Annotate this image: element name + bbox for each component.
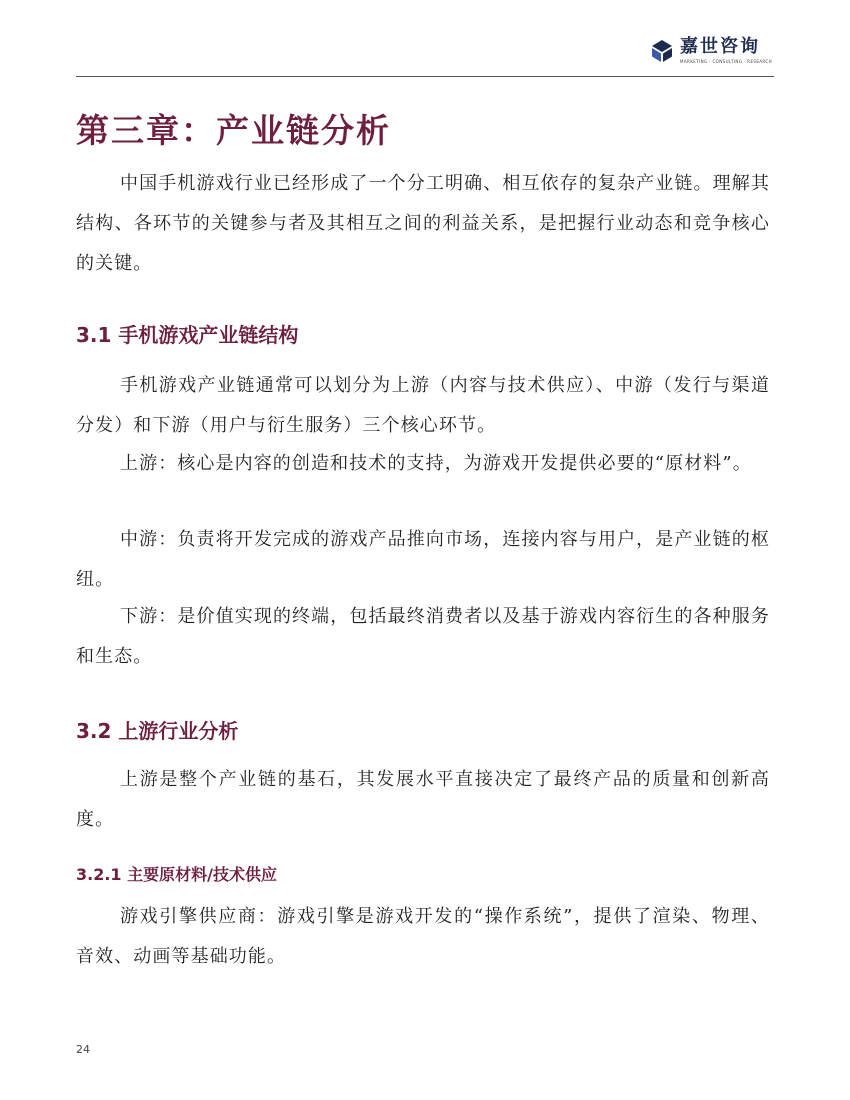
company-logo: [650, 36, 772, 70]
logo-name: 嘉世咨询: [680, 36, 761, 57]
section-3-2-paragraph: 上游是整个产业链的基石，其发展水平直接决定了最终产品的质量和创新高度。: [76, 769, 770, 830]
section-3-1-heading: 3.1 手机游戏产业链结构: [76, 323, 299, 347]
intro-paragraph: 中国手机游戏行业已经形成了一个分工明确、相互依存的复杂产业链。理解其结构、各环节的关键参与者及其相互之间的利益关系，是把握行业动态和竞争核心的关键。: [76, 173, 770, 274]
upstream-paragraph: 上游：核心是内容的创造和技术的支持，为游戏开发提供必要的“原材料”。: [120, 453, 752, 474]
downstream-paragraph: 下游：是价值实现的终端，包括最终消费者以及基于游戏内容衍生的各种服务和生态。: [76, 606, 770, 667]
midstream-paragraph: 中游：负责将开发完成的游戏产品推向市场，连接内容与用户，是产业链的枢纽。: [76, 529, 770, 590]
logo-icon: [650, 39, 674, 63]
section-3-1-paragraph: 手机游戏产业链通常可以划分为上游（内容与技术供应）、中游（发行与渠道分发）和下游（用户与衍生服务）三个核心环节。: [76, 375, 770, 436]
section-3-2-1-heading: 3.2.1 主要原材料/技术供应: [76, 865, 277, 884]
logo-tagline: MARKETING · CONSULTING · RESEARCH: [680, 59, 772, 64]
chapter-title: 第三章：产业链分析: [76, 111, 391, 150]
page-header: [76, 30, 774, 77]
section-3-2-1-paragraph: 游戏引擎供应商：游戏引擎是游戏开发的“操作系统”，提供了渲染、物理、音效、动画等基础功能。: [76, 906, 770, 967]
section-3-2-heading: 3.2 上游行业分析: [76, 719, 239, 743]
page-number: 24: [76, 1043, 90, 1056]
